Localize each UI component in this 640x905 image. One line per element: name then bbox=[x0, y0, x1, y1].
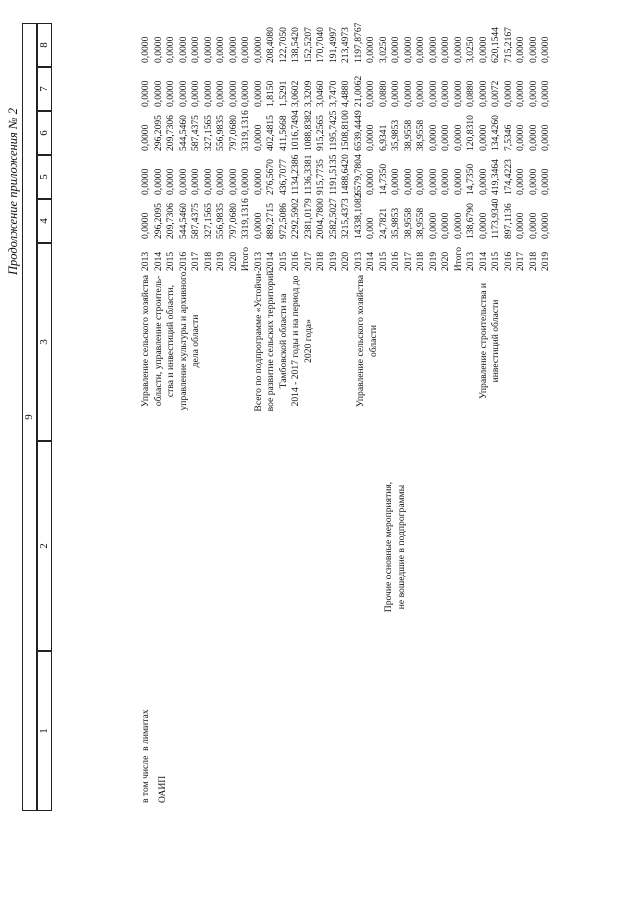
cell-c5: 0,0000 bbox=[527, 168, 539, 195]
col3-g2-line-3: Тамбовской области на bbox=[277, 293, 289, 389]
header-cell-2: 2 bbox=[37, 441, 52, 651]
cell-c5: 14,7350 bbox=[377, 163, 389, 195]
cell-c5: 0,0000 bbox=[252, 168, 264, 195]
year-cell: 2017 bbox=[402, 251, 414, 271]
cell-c8: 0,0000 bbox=[140, 36, 151, 63]
cell-c5: 0,0000 bbox=[190, 168, 201, 195]
column-6 bbox=[140, 107, 553, 151]
col3-itogo-1: Итого bbox=[240, 247, 251, 272]
year-cell: 2013 bbox=[252, 251, 264, 271]
cell-c4: 0,0000 bbox=[527, 212, 539, 239]
year-cell: 2018 bbox=[202, 251, 214, 271]
cell-c4: 0,0000 bbox=[427, 212, 439, 239]
cell-c5: 419,3464 bbox=[490, 159, 501, 195]
year-cell: 2019 bbox=[427, 251, 439, 271]
cell-c6: 0,0000 bbox=[140, 124, 151, 151]
cell-c5: 0,0000 bbox=[477, 168, 489, 195]
cell-c6: 209,7306 bbox=[165, 115, 176, 151]
cell-c5: 0,0000 bbox=[427, 168, 439, 195]
cell-c5: 0,0000 bbox=[390, 168, 401, 195]
cell-c4: 0,000 bbox=[365, 217, 376, 239]
year-cell: 2015 bbox=[277, 251, 289, 271]
cell-c4: 544,5460 bbox=[177, 203, 189, 239]
cell-c4: 327,1565 bbox=[202, 203, 214, 239]
cell-c7: 0,0000 bbox=[202, 80, 214, 107]
cell-c4: 35,9853 bbox=[390, 207, 401, 239]
cell-c8: 0,0000 bbox=[165, 36, 176, 63]
cell-c7: 0,0000 bbox=[527, 80, 539, 107]
cell-c5: 14,7350 bbox=[465, 163, 476, 195]
cell-c7: 3,3209 bbox=[302, 80, 314, 107]
cell-c5: 1488,6420 bbox=[340, 154, 351, 195]
cell-c5: 0,0000 bbox=[240, 168, 251, 195]
cell-c6: 0,0000 bbox=[527, 124, 539, 151]
cell-c6: 402,4815 bbox=[265, 115, 276, 151]
cell-c6: 0,0000 bbox=[477, 124, 489, 151]
year-cell bbox=[453, 243, 466, 271]
cell-c5: 0,0000 bbox=[515, 168, 526, 195]
cell-c4: 2292,5902 bbox=[290, 198, 301, 239]
year-cell: 2013 bbox=[465, 251, 476, 271]
cell-c8: 0,0000 bbox=[452, 36, 464, 63]
cell-c7: 3,0460 bbox=[315, 80, 326, 107]
col3-g2-line-5: 2020 года» bbox=[302, 319, 314, 363]
cell-c7: 0,0000 bbox=[177, 80, 189, 107]
cell-c8: 0,0000 bbox=[427, 36, 439, 63]
header-cell-9: 9 bbox=[22, 23, 37, 811]
cell-c4: 797,0680 bbox=[227, 203, 239, 239]
cell-c4: 3215,4373 bbox=[340, 198, 351, 239]
cell-c4: 14338,1082 bbox=[352, 193, 364, 239]
cell-c6: 544,5460 bbox=[177, 115, 189, 151]
col3-g4-line-2: инвестиций области bbox=[490, 299, 501, 383]
cell-c4: 24,7821 bbox=[377, 207, 389, 239]
cell-c4: 0,0000 bbox=[452, 212, 464, 239]
cell-c5: 0,0000 bbox=[165, 168, 176, 195]
cell-c7: 0,0000 bbox=[440, 80, 451, 107]
cell-c6: 7,5346 bbox=[502, 124, 514, 151]
cell-c7: 0,0000 bbox=[227, 80, 239, 107]
cell-c4: 897,1136 bbox=[502, 203, 514, 239]
year-cell: 2019 bbox=[540, 251, 551, 271]
cell-c5: 174,4223 bbox=[502, 159, 514, 195]
year-cell: 2014 bbox=[265, 251, 276, 271]
cell-c4: 556,9835 bbox=[215, 203, 226, 239]
col3-g4-line-1: Управление строительства и bbox=[477, 282, 489, 400]
cell-c5: 0,0000 bbox=[152, 168, 164, 195]
header-cell-7: 7 bbox=[37, 67, 52, 111]
year-cell: 2015 bbox=[490, 251, 501, 271]
cell-c8: 0,0000 bbox=[227, 36, 239, 63]
cell-c7: 0,0000 bbox=[252, 80, 264, 107]
cell-c6: 38,9558 bbox=[402, 119, 414, 151]
cell-c5: 0,0000 bbox=[215, 168, 226, 195]
cell-c8: 0,0000 bbox=[152, 36, 164, 63]
cell-c8: 0,0000 bbox=[527, 36, 539, 63]
cell-c7: 0,0000 bbox=[402, 80, 414, 107]
cell-c7: 0,0000 bbox=[427, 80, 439, 107]
cell-c7: 4,4880 bbox=[340, 80, 351, 107]
cell-c5: 0,0000 bbox=[540, 168, 551, 195]
cell-c8: 3,0250 bbox=[465, 36, 476, 63]
cell-c6: 0,0000 bbox=[515, 124, 526, 151]
cell-c6: 797,0680 bbox=[227, 115, 239, 151]
col3-itogo-2: Итого bbox=[452, 247, 464, 272]
cell-c7: 0,0000 bbox=[152, 80, 164, 107]
column-5 bbox=[140, 151, 553, 195]
cell-c8: 0,0000 bbox=[252, 36, 264, 63]
cell-c8: 0,0000 bbox=[515, 36, 526, 63]
cell-c5: 436,7077 bbox=[277, 159, 289, 195]
cell-c4: 2582,5027 bbox=[327, 198, 339, 239]
cell-c5: 276,5670 bbox=[265, 159, 276, 195]
col3-g2-line-1: Всего по подпрограмме «Устойчи- bbox=[252, 270, 264, 412]
col2-line-2: не вошедшие в подпрограммы bbox=[396, 484, 407, 610]
cell-c7: 0,0000 bbox=[215, 80, 226, 107]
year-cell: 2017 bbox=[515, 251, 526, 271]
cell-c7: 21,0062 bbox=[352, 75, 364, 107]
cell-c6: 0,0000 bbox=[427, 124, 439, 151]
cell-c5: 0,0000 bbox=[202, 168, 214, 195]
cell-c5: 0,0000 bbox=[452, 168, 464, 195]
cell-c7: 0,0000 bbox=[240, 80, 251, 107]
year-cell: 2016 bbox=[502, 251, 514, 271]
cell-c8: 0,0000 bbox=[240, 36, 251, 63]
year-cell: 2015 bbox=[165, 251, 176, 271]
cell-c7: 0,0072 bbox=[490, 80, 501, 107]
cell-c7: 0,0880 bbox=[465, 80, 476, 107]
cell-c4: 2381,0179 bbox=[302, 198, 314, 239]
cell-c6: 3319,1316 bbox=[240, 110, 251, 151]
year-cell: 2018 bbox=[527, 251, 539, 271]
year-cell: 2016 bbox=[390, 251, 401, 271]
cell-c7: 0,0000 bbox=[502, 80, 514, 107]
cell-c7: 0,0000 bbox=[477, 80, 489, 107]
cell-c5: 915,7735 bbox=[315, 159, 326, 195]
cell-c7: 0,0000 bbox=[190, 80, 201, 107]
cell-c5: 0,0000 bbox=[365, 168, 376, 195]
cell-c6: 0,0000 bbox=[252, 124, 264, 151]
cell-c6: 1088,8382 bbox=[302, 110, 314, 151]
cell-c4: 38,9558 bbox=[402, 207, 414, 239]
cell-c8: 0,0000 bbox=[365, 36, 376, 63]
cell-c6: 296,2095 bbox=[152, 115, 164, 151]
cell-c7: 3,0602 bbox=[290, 80, 301, 107]
cell-c8: 715,2167 bbox=[502, 27, 514, 63]
year-cell: 2018 bbox=[315, 251, 326, 271]
year-cell: 2020 bbox=[340, 251, 351, 271]
header-cell-8: 8 bbox=[37, 23, 52, 67]
cell-c6: 0,0000 bbox=[452, 124, 464, 151]
cell-c5: 1191,5135 bbox=[327, 154, 339, 195]
year-cell: 2017 bbox=[302, 251, 314, 271]
cell-c4: 0,0000 bbox=[477, 212, 489, 239]
year-cell: 2013 bbox=[352, 251, 364, 271]
cell-c7: 0,0000 bbox=[140, 80, 151, 107]
cell-c5: 0,0000 bbox=[440, 168, 451, 195]
cell-c6: 6,9341 bbox=[377, 124, 389, 151]
year-cell: 2015 bbox=[377, 251, 389, 271]
cell-c4: 3319,1316 bbox=[240, 198, 251, 239]
year-cell: 2014 bbox=[477, 251, 489, 271]
cell-c6: 587,4375 bbox=[190, 115, 201, 151]
col3-g1-line-2: области, управление строитель- bbox=[152, 275, 164, 407]
cell-c5: 0,0000 bbox=[227, 168, 239, 195]
cell-c4: 587,4375 bbox=[190, 203, 201, 239]
cell-c7: 0,0000 bbox=[390, 80, 401, 107]
cell-c7: 0,0000 bbox=[165, 80, 176, 107]
col3-g3-line-1: Управление сельского хозяйства bbox=[355, 274, 366, 408]
year-cell bbox=[240, 243, 253, 271]
col3-g1-line-4: управление культуры и архивного bbox=[177, 271, 189, 411]
cell-c5: 0,0000 bbox=[402, 168, 414, 195]
cell-c4: 296,2095 bbox=[152, 203, 164, 239]
cell-c8: 152,5207 bbox=[302, 27, 314, 63]
cell-c4: 972,5086 bbox=[277, 203, 289, 239]
cell-c8: 0,0000 bbox=[477, 36, 489, 63]
cell-c6: 1508,8100 bbox=[340, 110, 351, 151]
cell-c5: 6579,7804 bbox=[352, 154, 364, 195]
cell-c5: 0,0000 bbox=[140, 168, 151, 195]
cell-c6: 35,9853 bbox=[390, 119, 401, 151]
cell-c4: 0,0000 bbox=[540, 212, 551, 239]
cell-c8: 0,0000 bbox=[215, 36, 226, 63]
cell-c8: 122,7050 bbox=[277, 27, 289, 63]
col1-line-2: ОАИП bbox=[157, 775, 168, 803]
cell-c7: 3,7470 bbox=[327, 80, 339, 107]
year-cell: 2016 bbox=[290, 251, 301, 271]
header-cell-6: 6 bbox=[37, 111, 52, 155]
year-cell: 2020 bbox=[440, 251, 451, 271]
cell-c7: 0,0000 bbox=[515, 80, 526, 107]
year-cell: 2016 bbox=[177, 251, 189, 271]
cell-c8: 0,0000 bbox=[440, 36, 451, 63]
cell-c4: 0,0000 bbox=[252, 212, 264, 239]
cell-c6: 1195,7425 bbox=[327, 110, 339, 151]
year-cell: 2017 bbox=[190, 251, 201, 271]
col3-g1-line-1: Управление сельского хозяйства bbox=[140, 274, 151, 408]
cell-c6: 0,0000 bbox=[365, 124, 376, 151]
cell-c8: 191,4997 bbox=[327, 27, 339, 63]
cell-c5: 1136,3381 bbox=[302, 154, 314, 195]
col3-g2-line-2: вое развитие сельских территорий bbox=[265, 270, 276, 412]
cell-c7: 0,0000 bbox=[365, 80, 376, 107]
cell-c8: 3,0250 bbox=[377, 36, 389, 63]
cell-c8: 213,4973 bbox=[340, 27, 351, 63]
column-8 bbox=[140, 19, 553, 63]
col2-line-1: Прочие основные мероприятия, bbox=[383, 481, 394, 613]
year-cell: 2019 bbox=[327, 251, 339, 271]
cell-c8: 0,0000 bbox=[402, 36, 414, 63]
header-cell-5: 5 bbox=[37, 155, 52, 199]
cell-c4: 38,9558 bbox=[415, 207, 426, 239]
year-cell: 2014 bbox=[365, 251, 376, 271]
cell-c4: 209,7306 bbox=[165, 203, 176, 239]
header-cell-4: 4 bbox=[37, 199, 52, 243]
cell-c8: 0,0000 bbox=[540, 36, 551, 63]
cell-c7: 0,0000 bbox=[415, 80, 426, 107]
cell-c5: 0,0000 bbox=[177, 168, 189, 195]
cell-c7: 1,8150 bbox=[265, 80, 276, 107]
cell-c8: 0,0000 bbox=[202, 36, 214, 63]
column-7 bbox=[140, 63, 553, 107]
cell-c8: 170,7040 bbox=[315, 27, 326, 63]
cell-c6: 0,0000 bbox=[440, 124, 451, 151]
cell-c8: 0,0000 bbox=[390, 36, 401, 63]
column-4 bbox=[140, 195, 553, 239]
cell-c5: 0,0000 bbox=[415, 168, 426, 195]
col3-g1-line-3: ства и инвестиций области, bbox=[165, 284, 176, 398]
col3-g1-line-5: дела области bbox=[190, 314, 201, 368]
cell-c8: 1197,8767 bbox=[352, 22, 364, 63]
cell-c8: 0,0000 bbox=[415, 36, 426, 63]
cell-c4: 1173,9340 bbox=[490, 198, 501, 239]
cell-c4: 0,0000 bbox=[515, 212, 526, 239]
cell-c6: 120,8310 bbox=[465, 115, 476, 151]
continuation-caption: Продолжение приложения № 2 bbox=[6, 107, 20, 275]
year-cell: 2020 bbox=[227, 251, 239, 271]
col3-g3-line-2: области bbox=[367, 324, 379, 358]
year-cell: 2013 bbox=[140, 251, 151, 271]
cell-c7: 0,0000 bbox=[452, 80, 464, 107]
cell-c6: 327,1565 bbox=[202, 115, 214, 151]
cell-c7: 1,5291 bbox=[277, 80, 289, 107]
cell-c7: 0,0880 bbox=[377, 80, 389, 107]
cell-c4: 138,6790 bbox=[465, 203, 476, 239]
year-cell: 2014 bbox=[152, 251, 164, 271]
year-column bbox=[140, 243, 553, 271]
cell-c4: 2004,7800 bbox=[315, 198, 326, 239]
cell-c6: 915,2565 bbox=[315, 115, 326, 151]
col1-line-1: в том числе в лимитах bbox=[140, 709, 151, 803]
cell-c8: 138,5420 bbox=[290, 27, 301, 63]
year-cell: 2018 bbox=[415, 251, 426, 271]
cell-c6: 38,9558 bbox=[415, 119, 426, 151]
cell-c6: 1016,7494 bbox=[290, 110, 301, 151]
cell-c6: 0,0000 bbox=[540, 124, 551, 151]
cell-c8: 0,0000 bbox=[177, 36, 189, 63]
header-cell-1: 1 bbox=[37, 651, 52, 811]
header-cell-3: 3 bbox=[37, 243, 52, 441]
cell-c7: 0,0000 bbox=[540, 80, 551, 107]
cell-c8: 620,1544 bbox=[490, 27, 501, 63]
cell-c4: 0,0000 bbox=[440, 212, 451, 239]
cell-c8: 208,4080 bbox=[265, 27, 276, 63]
cell-c6: 6539,4449 bbox=[352, 110, 364, 151]
cell-c6: 411,5668 bbox=[277, 115, 289, 151]
cell-c6: 556,9835 bbox=[215, 115, 226, 151]
year-cell: 2019 bbox=[215, 251, 226, 271]
cell-c4: 889,2715 bbox=[265, 203, 276, 239]
cell-c6: 134,4260 bbox=[490, 115, 501, 151]
col3-g2-line-4: 2014 - 2017 годы и на период до bbox=[290, 275, 301, 407]
cell-c5: 1134,2386 bbox=[290, 154, 301, 195]
cell-c8: 0,0000 bbox=[190, 36, 201, 63]
cell-c4: 0,0000 bbox=[140, 212, 151, 239]
